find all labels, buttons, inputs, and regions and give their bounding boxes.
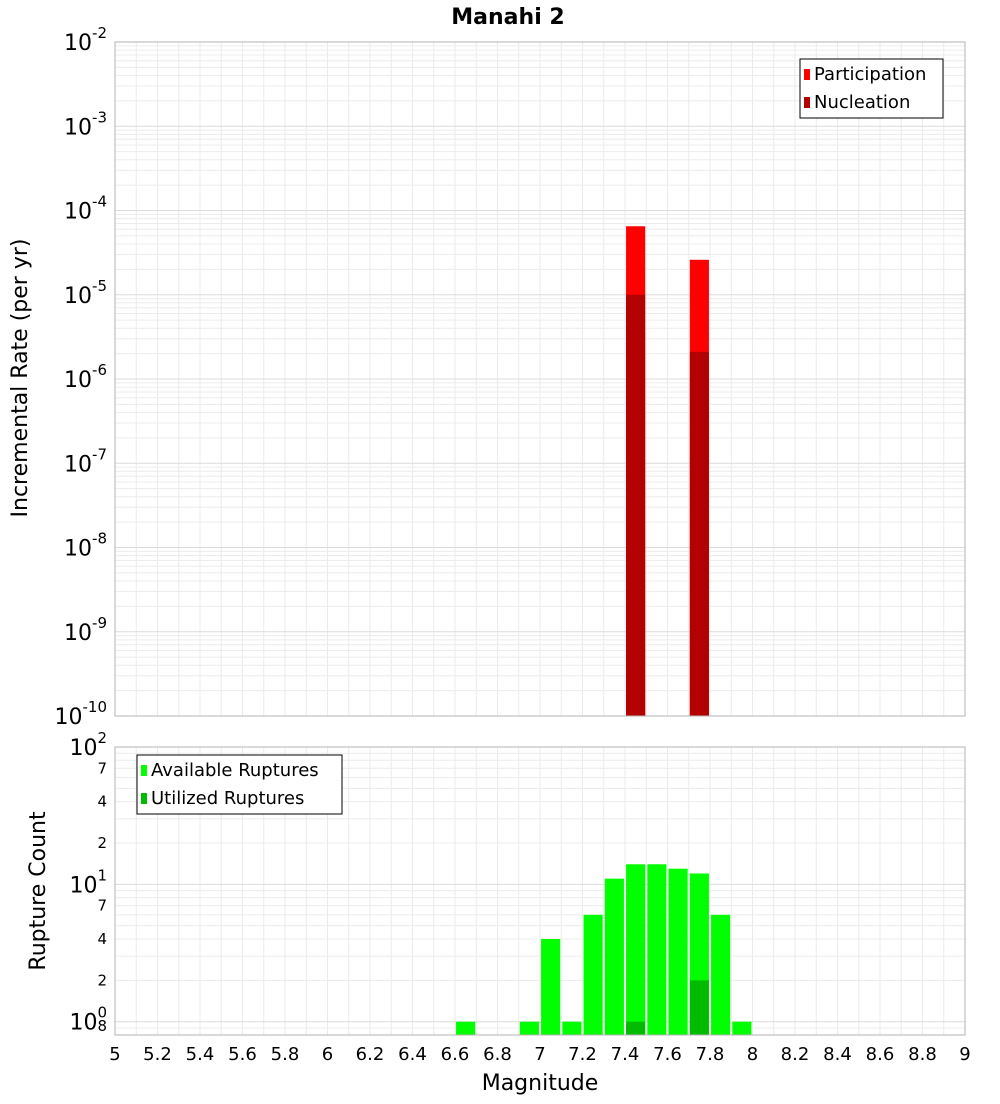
top-y-tick-label: $10^{-7}$ bbox=[64, 445, 107, 478]
bottom-y-tick-label: $10^2$ bbox=[69, 729, 107, 761]
top-legend-label: Nucleation bbox=[814, 92, 911, 113]
bottom-legend-label: Utilized Ruptures bbox=[151, 788, 305, 809]
x-axis-label: Magnitude bbox=[481, 1071, 599, 1096]
bottom-bar-available-ruptures bbox=[711, 915, 730, 1035]
bottom-bar-available-ruptures bbox=[562, 1022, 581, 1035]
x-tick-label: 5.4 bbox=[185, 1044, 215, 1065]
bottom-bar-utilized-ruptures bbox=[626, 1022, 645, 1035]
chart-title: Manahi 2 bbox=[451, 5, 565, 30]
x-tick-label: 7.2 bbox=[568, 1044, 597, 1065]
x-tick-label: 7.6 bbox=[653, 1044, 682, 1065]
x-tick-label: 5.8 bbox=[270, 1044, 300, 1065]
top-y-tick-label: $10^{-3}$ bbox=[64, 108, 107, 141]
x-tick-label: 5.6 bbox=[228, 1044, 257, 1065]
x-tick-label: 8.4 bbox=[823, 1044, 852, 1065]
x-tick-label: 7.8 bbox=[695, 1044, 725, 1065]
top-y-tick-label: $10^{-10}$ bbox=[54, 698, 107, 730]
bottom-y-tick-label: $10^0$ bbox=[69, 1003, 107, 1036]
x-tick-label: 7.4 bbox=[610, 1044, 640, 1065]
bottom-bar-available-ruptures bbox=[647, 864, 666, 1035]
bottom-bar-available-ruptures bbox=[605, 879, 624, 1035]
bottom-bar-utilized-ruptures bbox=[690, 980, 709, 1035]
top-legend-label: Participation bbox=[814, 64, 927, 85]
bottom-legend-label: Available Ruptures bbox=[151, 760, 319, 781]
top-y-tick-label: $10^{-6}$ bbox=[64, 361, 107, 393]
bottom-bar-available-ruptures bbox=[584, 915, 603, 1035]
x-tick-label: 8 bbox=[746, 1044, 759, 1065]
bottom-bar-available-ruptures bbox=[520, 1022, 539, 1035]
top-y-tick-label: $10^{-9}$ bbox=[64, 613, 107, 646]
x-tick-label: 5.2 bbox=[143, 1044, 172, 1065]
bottom-legend bbox=[137, 755, 342, 814]
bottom-legend-swatch bbox=[141, 765, 147, 776]
top-y-tick-label: $10^{-5}$ bbox=[64, 276, 107, 309]
top-y-tick-label: $10^{-4}$ bbox=[64, 192, 107, 225]
bottom-bar-available-ruptures bbox=[669, 869, 688, 1035]
x-tick-label: 6.4 bbox=[398, 1044, 427, 1065]
x-tick-label: 6.8 bbox=[483, 1044, 512, 1065]
top-y-tick-label: $10^{-2}$ bbox=[64, 24, 107, 56]
top-grid bbox=[115, 42, 965, 716]
x-tick-label: 8.2 bbox=[780, 1044, 810, 1065]
bottom-y-minor-tick-label: 7 bbox=[97, 896, 107, 915]
bottom-bar-available-ruptures bbox=[732, 1022, 751, 1035]
top-bar-nucleation bbox=[690, 352, 709, 716]
bottom-y-axis-label: Rupture Count bbox=[26, 811, 51, 971]
top-bar-nucleation bbox=[626, 295, 645, 716]
x-tick-label: 7 bbox=[534, 1044, 546, 1065]
bottom-y-minor-tick-label: 4 bbox=[97, 792, 107, 811]
bottom-bar-available-ruptures bbox=[541, 939, 560, 1035]
top-legend-swatch bbox=[804, 69, 810, 80]
top-legend-swatch bbox=[804, 97, 810, 108]
bottom-y-minor-tick-label: 2 bbox=[97, 834, 107, 852]
bottom-legend-swatch bbox=[141, 793, 147, 804]
top-y-axis-label: Incremental Rate (per yr) bbox=[8, 238, 33, 518]
bottom-bar-available-ruptures bbox=[456, 1022, 475, 1035]
bottom-y-minor-tick-label: 8 bbox=[97, 1017, 107, 1035]
x-tick-label: 6.2 bbox=[355, 1044, 385, 1065]
x-tick-label: 8.6 bbox=[865, 1044, 895, 1065]
bottom-y-minor-tick-label: 4 bbox=[97, 930, 107, 948]
x-tick-label: 9 bbox=[959, 1044, 971, 1065]
bottom-y-minor-tick-label: 2 bbox=[97, 971, 107, 990]
bottom-bar-available-ruptures bbox=[626, 864, 645, 1035]
x-tick-label: 6 bbox=[321, 1044, 334, 1065]
x-tick-label: 6.6 bbox=[440, 1044, 470, 1065]
x-tick-label: 5 bbox=[109, 1044, 121, 1065]
x-tick-label: 8.8 bbox=[908, 1044, 937, 1065]
top-y-tick-label: $10^{-8}$ bbox=[64, 529, 107, 562]
top-legend bbox=[800, 59, 943, 118]
bottom-y-tick-label: $10^1$ bbox=[69, 866, 107, 899]
bottom-y-minor-tick-label: 7 bbox=[97, 759, 107, 778]
